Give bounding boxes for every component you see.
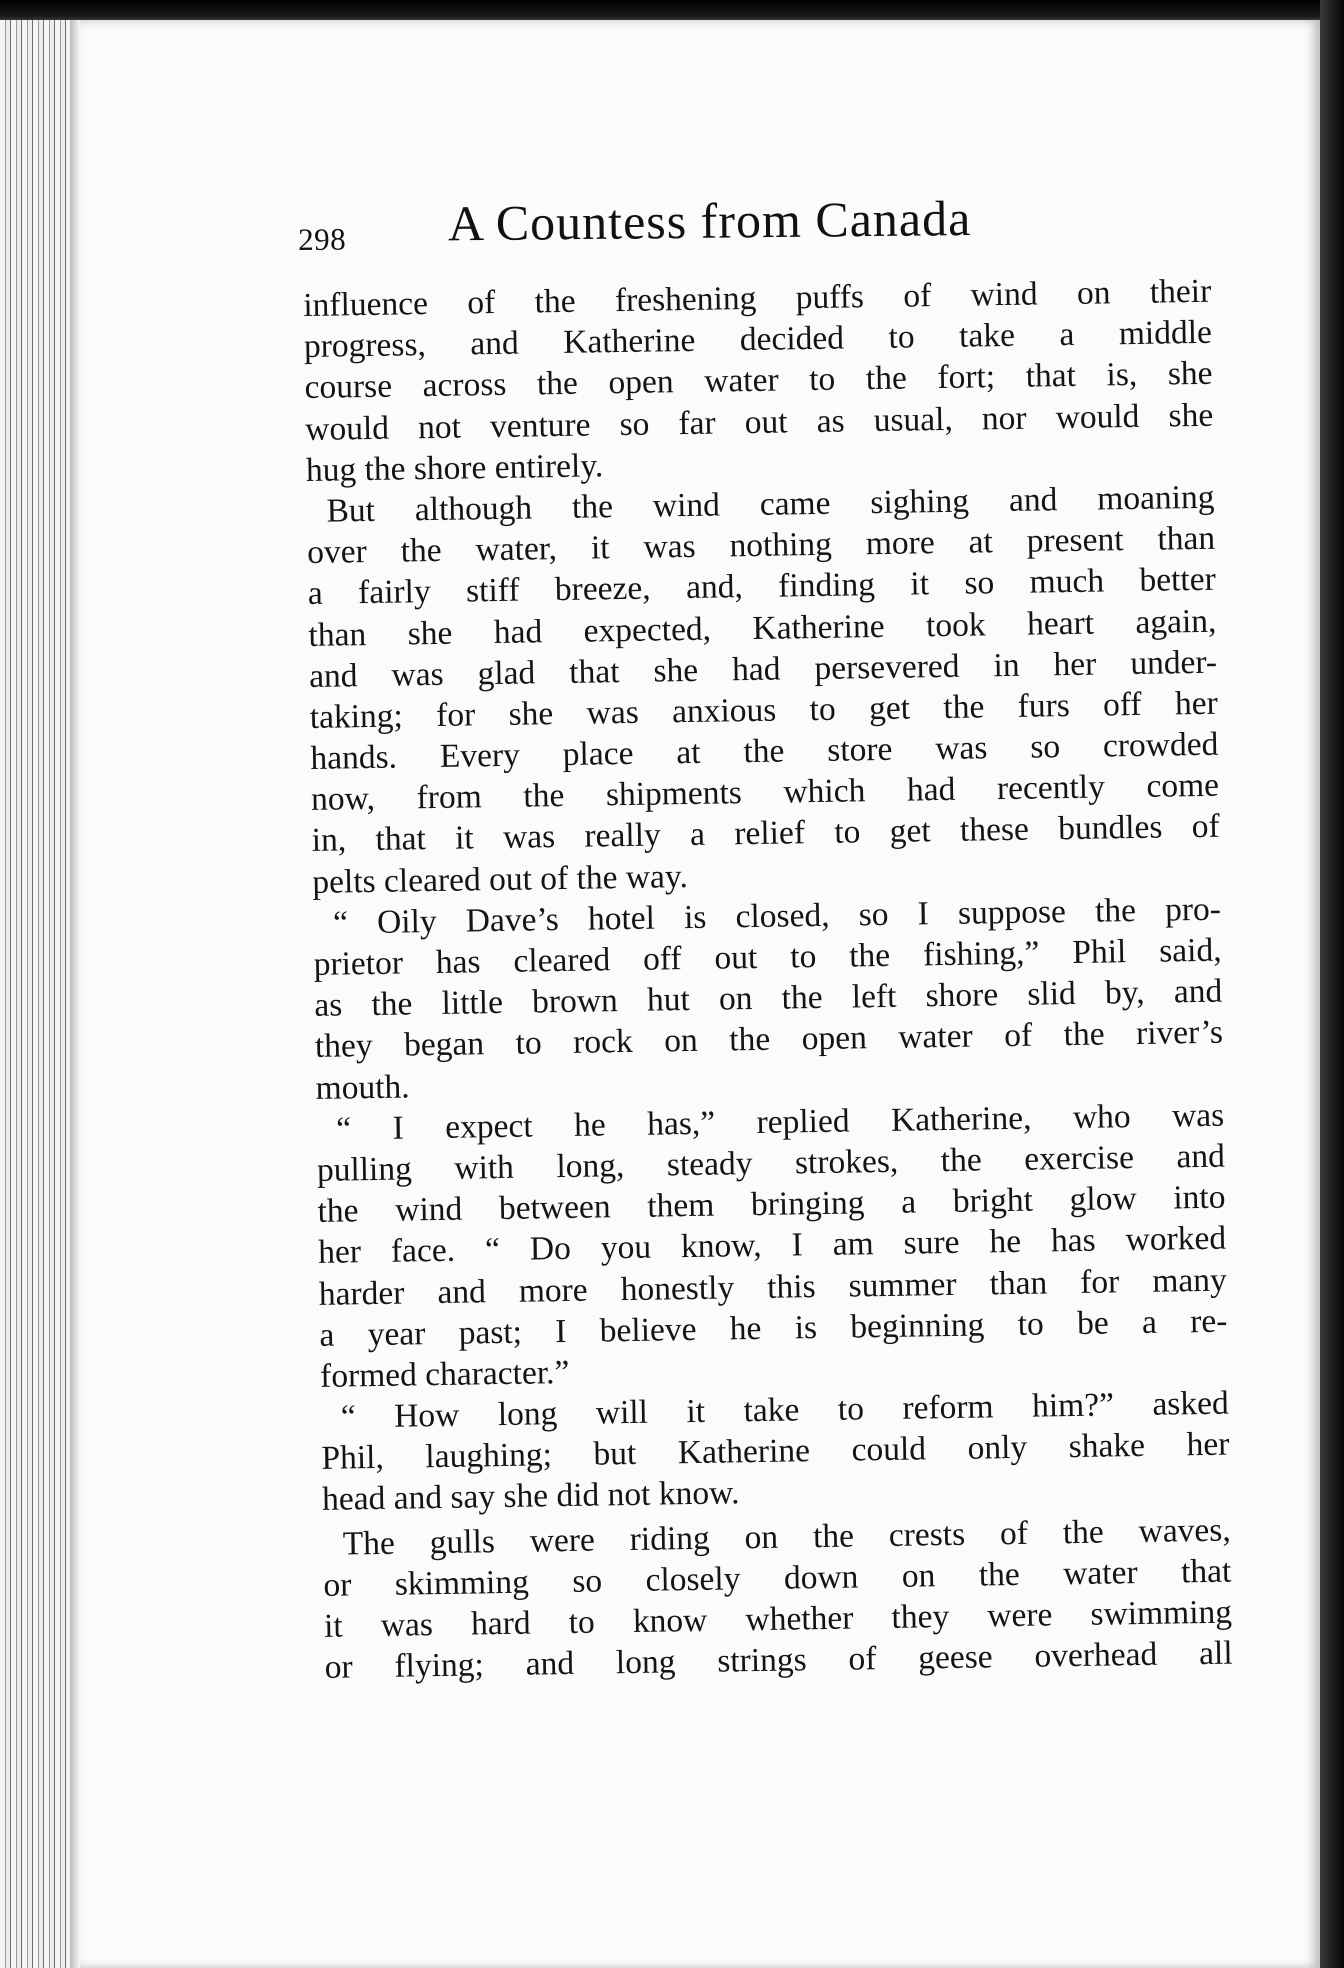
text-line: in, that it was really a relief to get these bundles of (311, 808, 1220, 860)
text-line: course across the open water to the fort; that is, she (304, 355, 1213, 407)
text-line: over the water, it was nothing more at present than (306, 519, 1216, 572)
text-line: harder and more honestly this summer than for many (318, 1261, 1228, 1313)
text-line: pelts cleared out of the way. (312, 857, 689, 901)
binding-shadow (1320, 0, 1344, 1968)
text-line: formed character.” (319, 1353, 570, 1395)
text-line: a fairly stiff breeze, and, finding it so much better (307, 561, 1217, 613)
text-line: a year past; I believe he is beginning to be a re- (319, 1302, 1228, 1354)
page-edge-stack (0, 20, 80, 1968)
text-line: prietor has cleared off out to the fishing,” Phil said, (313, 931, 1222, 983)
text-line: Phil, laughing; but Katherine could only shake her (321, 1425, 1230, 1478)
text-line: the wind between them bringing a bright glow into (317, 1178, 1226, 1231)
page-header (298, 188, 1059, 266)
text-line: as the little brown hut on the left shore slid by, and (314, 972, 1223, 1025)
text-line: “ Oily Dave’s hotel is closed, so I suppose the pro- (332, 890, 1222, 942)
text-line: her face. “ Do you know, I am sure he has worked (317, 1219, 1227, 1272)
text-line: than she had expected, Katherine took heart again, (308, 602, 1217, 654)
page-number: 298 (297, 221, 347, 257)
text-line: would not venture so far out as usual, nor would she (304, 396, 1214, 448)
text-line: head and say she did not know. (321, 1474, 740, 1519)
text-line: But although the wind came sighing and moaning (326, 478, 1215, 530)
text-line: now, from the shipments which had recently come (310, 766, 1220, 819)
text-line: “ I expect he has,” replied Katherine, who was (335, 1096, 1225, 1148)
text-line: hands. Every place at the store was so crowded (310, 725, 1219, 778)
text-line: or flying; and long strings of geese overhead all (324, 1634, 1233, 1687)
text-line: it was hard to know whether they were swimming (323, 1593, 1233, 1645)
text-line: mouth. (315, 1067, 410, 1107)
text-line: they began to rock on the open water of the river’s (314, 1014, 1224, 1066)
text-line: “ How long will it take to reform him?” asked (340, 1384, 1229, 1436)
running-title: A Countess from Canada (447, 189, 972, 252)
text-line: hug the shore entirely. (305, 447, 604, 489)
text-line: The gulls were riding on the crests of the waves, (342, 1511, 1231, 1563)
text-line: taking; for she was anxious to get the furs off her (309, 684, 1218, 736)
text-line: or skimming so closely down on the water that (323, 1552, 1232, 1604)
body-text (303, 271, 1233, 1688)
text-line: influence of the freshening puffs of wind on their (303, 272, 1212, 324)
text-line: and was glad that she had persevered in her under- (308, 643, 1218, 695)
text-line: progress, and Katherine decided to take a middle (303, 313, 1213, 366)
text-line: pulling with long, steady strokes, the exercise and (316, 1137, 1226, 1189)
